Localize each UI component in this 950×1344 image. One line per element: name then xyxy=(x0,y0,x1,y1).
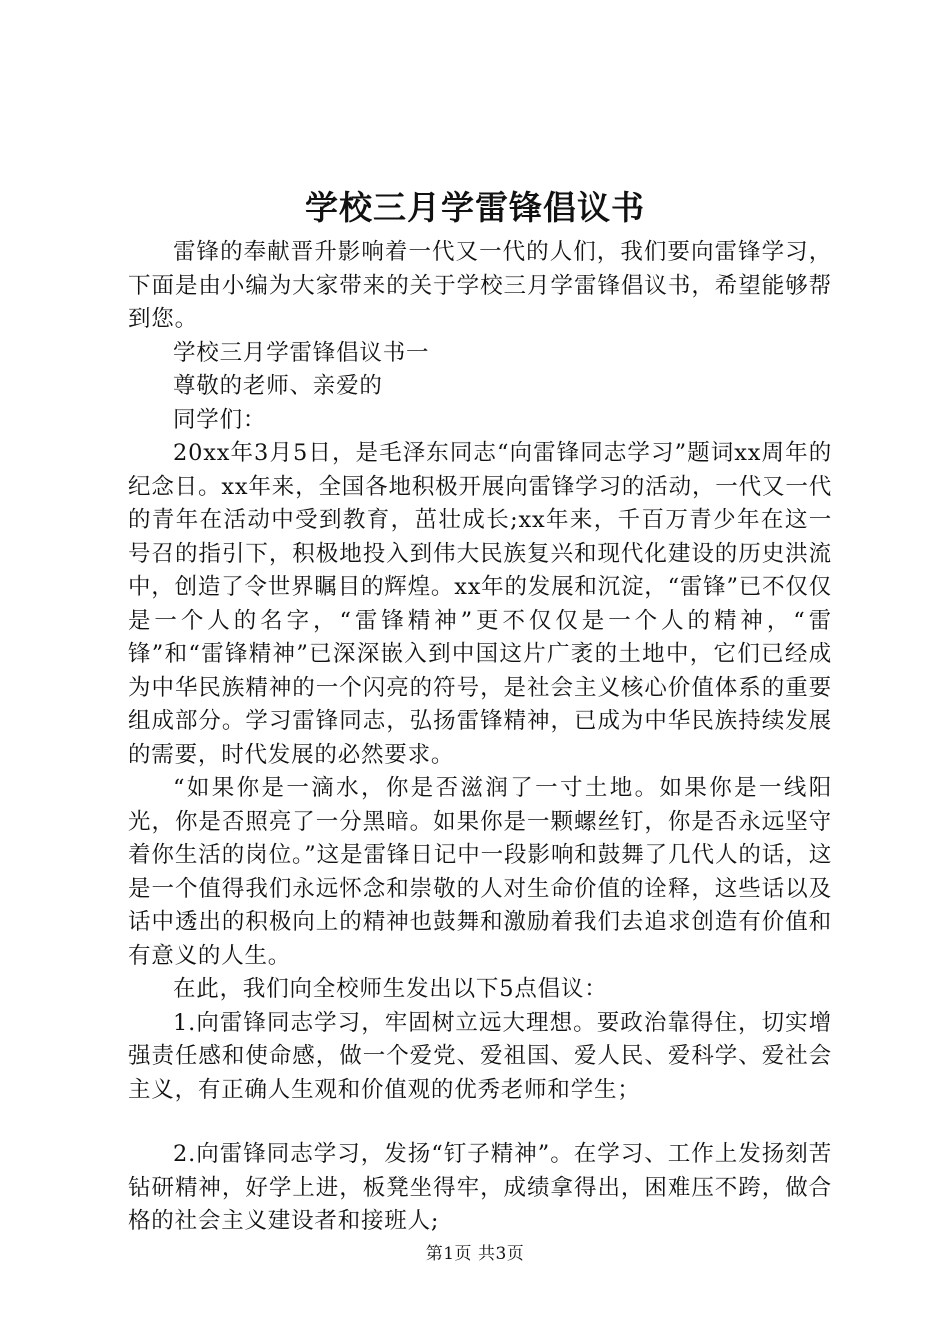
intro-paragraph: 雷锋的奉献晋升影响着一代又一代的人们，我们要向雷锋学习，下面是由小编为大家带来的关于学校三月学雷锋倡议书，希望能够帮到您。 xyxy=(128,239,832,332)
document-body xyxy=(128,236,832,1239)
page-number: 第1页 共3页 xyxy=(425,1244,525,1264)
proposal-item-1: 1.向雷锋同志学习，牢固树立远大理想。要政治靠得住，切实增强责任感和使命感，做一个爱党、爱祖国、爱人民、爱科学、爱社会主义，有正确人生观和价值观的优秀老师和学生； xyxy=(128,1009,832,1103)
document-title: 学校三月学雷锋倡议书 xyxy=(305,188,645,227)
body-paragraph: 20xx年3月5日，是毛泽东同志“向雷锋同志学习”题词xx周年的纪念日。xx年来，全国各地积极开展向雷锋学习的活动，一代又一代的青年在活动中受到教育，茁壮成长;xx年来，千百万青少年在这一号召的指引下，积极地投入到伟大民族复兴和现代化建设的历史洪流中，创造了令世界瞩目的辉煌。xx年的发展和沉淀，“雷锋”已不仅仅是一个人的名字，“雷锋精神”更不仅仅是一个人的精神，“雷锋”和“雷锋精神”已深深嵌入到中国这片广袤的土地中，它们已经成为中华民族精神的一个闪亮的符号，是社会主义核心价值体系的重要组成部分。学习雷锋同志，弘扬雷锋精神，已成为中华民族持续发展的需要，时代发展的必然要求。 xyxy=(128,440,832,768)
salutation-line-2: 同学们： xyxy=(173,406,267,433)
quote-paragraph: “如果你是一滴水，你是否滋润了一寸土地。如果你是一线阳光，你是否照亮了一分黑暗。如果你是一颗螺丝钉，你是否永远坚守着你生活的岗位。”这是雷锋日记中一段影响和鼓舞了几代人的话，这是一个值得我们永远怀念和崇敬的人对生命价值的诠释，这些话以及话中透出的积极向上的精神也鼓舞和激励着我们去追求创造有价值和有意义的人生。 xyxy=(128,775,832,969)
section-heading: 学校三月学雷锋倡议书一 xyxy=(173,339,430,366)
proposal-item-2: 2.向雷锋同志学习，发扬“钉子精神”。在学习、工作上发扬刻苦钻研精神，好学上进，板凳坐得牢，成绩拿得出，困难压不跨，做合格的社会主义建设者和接班人; xyxy=(128,1141,832,1234)
proposal-intro: 在此，我们向全校师生发出以下5点倡议： xyxy=(173,976,608,1002)
salutation-line: 尊敬的老师、亲爱的 xyxy=(173,373,383,399)
